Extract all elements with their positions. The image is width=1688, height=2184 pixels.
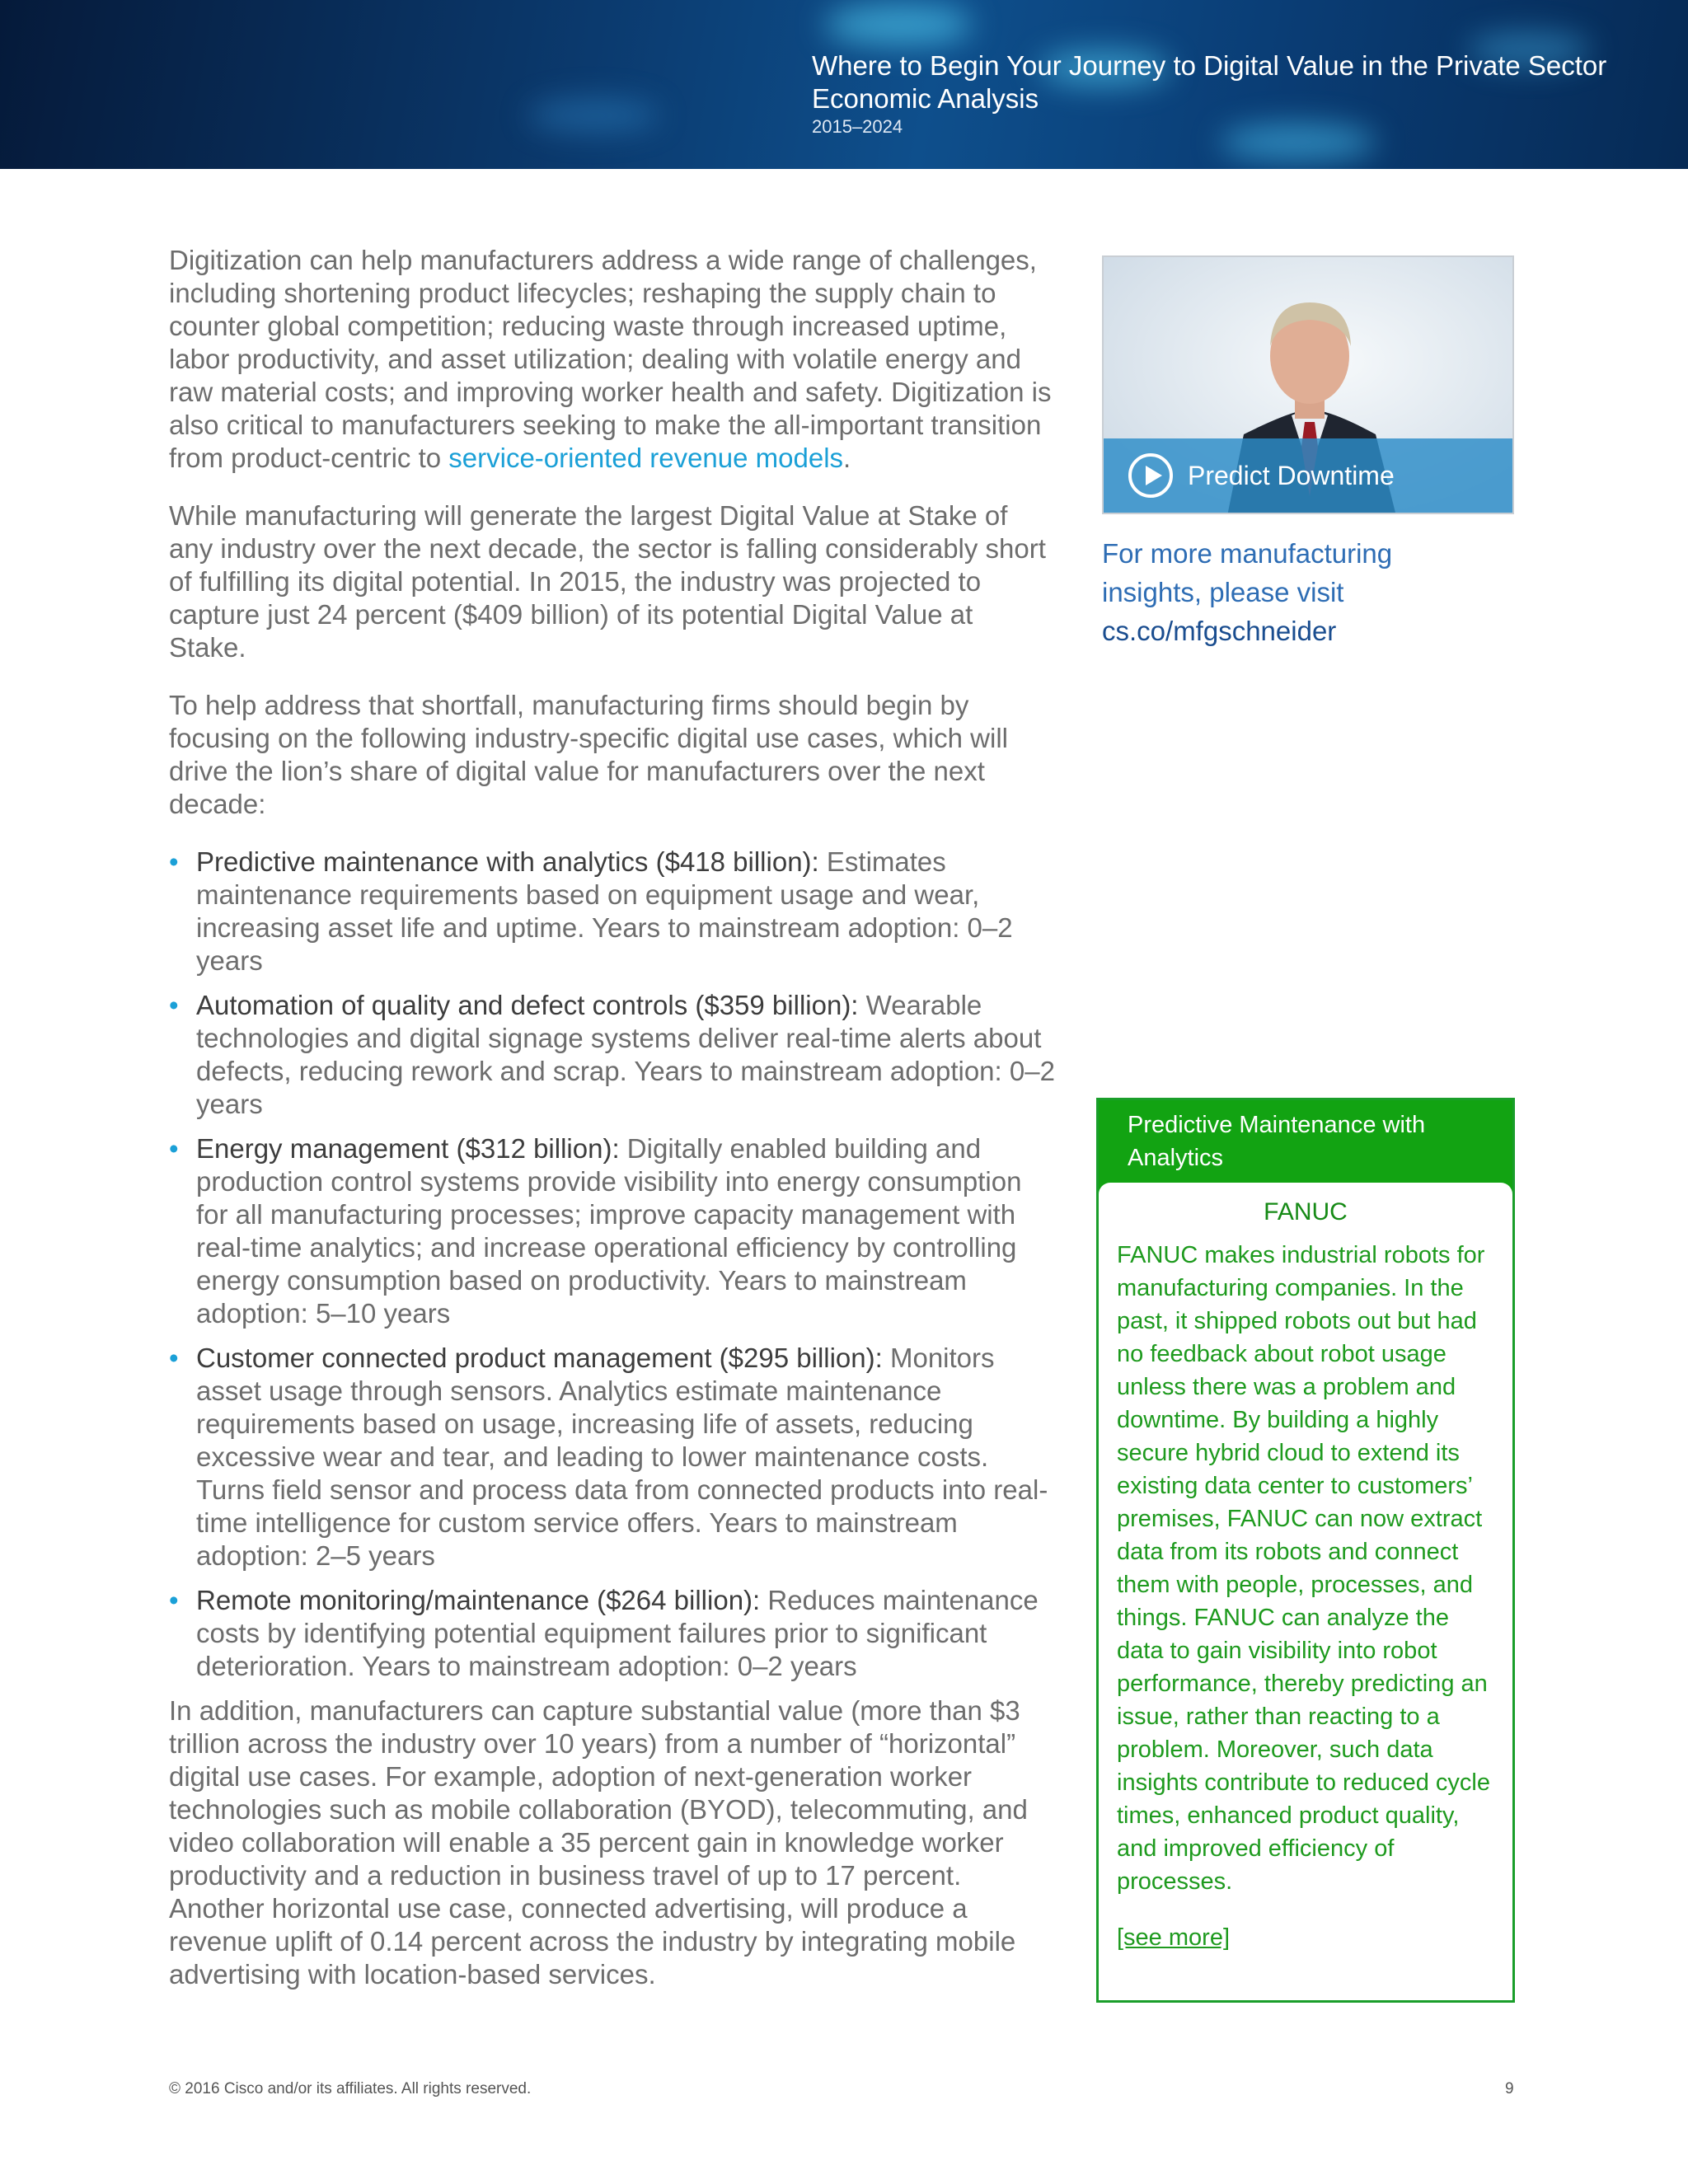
list-item-text: Reduces maintenance costs by identifying potential equipment failures prior to significant deterioration. Years to mainstream adoption: 0–2 years bbox=[196, 1585, 1039, 1681]
case-study-heading: Predictive Maintenance with Analytics bbox=[1128, 1112, 1426, 1171]
bullet-icon: • bbox=[169, 1133, 179, 1164]
more-insights-line1: For more manufacturing bbox=[1102, 538, 1393, 569]
paragraph-use-cases-intro: To help address that shortfall, manufacturing firms should begin by focusing on the following industry-specific digital use cases, which will drive the lion’s share of digital value for manufacturers over the next decade: bbox=[169, 690, 1008, 819]
see-more-link[interactable]: [see more] bbox=[1117, 1924, 1230, 1951]
more-insights bbox=[1102, 534, 1481, 650]
list-item-lead: Customer connected product management ($295 billion): bbox=[196, 1343, 883, 1373]
case-study-body bbox=[1099, 1183, 1512, 2000]
page-number: 9 bbox=[1505, 2080, 1514, 2097]
header-glow bbox=[528, 99, 659, 132]
video-label: Predict Downtime bbox=[1188, 460, 1395, 490]
header-glow bbox=[824, 4, 973, 45]
paragraph-intro-end: . bbox=[843, 443, 851, 473]
service-oriented-link[interactable]: service-oriented revenue models bbox=[448, 443, 844, 473]
video-thumbnail[interactable] bbox=[1102, 255, 1514, 514]
list-item bbox=[169, 1342, 1055, 1572]
main-content bbox=[169, 244, 1055, 2016]
paragraph-horizontal-use-cases: In addition, manufacturers can capture substantial value (more than $3 trillion across the industry over 10 years) from a number of “horizontal” digital use cases. For example, adoption of next-generation worker technologies such as mobile collaboration (BYOD), telecommuting, and video collaboration will enable a 35 percent gain in knowledge worker productivity and a reduction in business travel of up to 17 percent. Another horizontal use case, connected advertising, will produce a revenue uplift of 0.14 percent across the industry by integrating mobile advertising with location-based services. bbox=[169, 1695, 1028, 1990]
bullet-icon: • bbox=[169, 846, 179, 877]
list-item-lead: Predictive maintenance with analytics ($418 billion): bbox=[196, 846, 819, 877]
list-item-text: Wearable technologies and digital signage systems deliver real-time alerts about defects, reducing rework and scrap. Years to mainstream adoption: 0–2 years bbox=[196, 990, 1055, 1119]
paragraph-intro-text: Digitization can help manufacturers address a wide range of challenges, including shortening product lifecycles; reshaping the supply chain to counter global competition; reducing waste through increased uptime, labor productivity, and asset utilization; dealing with volatile energy and raw material costs; and improving worker health and safety. Digitization is also critical to manufacturers seeking to make the all-important transition from product-centric to bbox=[169, 245, 1052, 473]
more-insights-line2: insights, please visit bbox=[1102, 577, 1344, 607]
list-item-lead: Automation of quality and defect controls ($359 billion): bbox=[196, 990, 859, 1020]
paragraph-intro bbox=[169, 244, 1055, 475]
header-years: 2015–2024 bbox=[812, 116, 903, 137]
list-item bbox=[169, 846, 1055, 977]
case-study-company: FANUC bbox=[1264, 1198, 1348, 1226]
case-study-box bbox=[1096, 1098, 1515, 2003]
more-insights-link[interactable]: cs.co/mfgschneider bbox=[1102, 616, 1337, 646]
video-caption-bar[interactable] bbox=[1104, 438, 1512, 513]
list-item-lead: Energy management ($312 billion): bbox=[196, 1133, 620, 1164]
footer-copyright: © 2016 Cisco and/or its affiliates. All rights reserved. bbox=[169, 2080, 532, 2097]
list-item bbox=[169, 989, 1055, 1121]
bullet-icon: • bbox=[169, 1343, 179, 1373]
header-subtitle: Economic Analysis bbox=[812, 83, 1039, 114]
case-study-text: FANUC makes industrial robots for manufacturing companies. In the past, it shipped robots out but had no feedback about robot usage unless there was a problem and downtime. By building a highly secure hybrid cloud to extend its existing data center to customers’ premises, FANUC can now extract data from its robots and connect them with people, processes, and things. FANUC can analyze the data to gain visibility into robot performance, thereby predicting an issue, rather than reacting to a problem. Moreover, such data insights contribute to reduced cycle times, enhanced product quality, and improved efficiency of processes. bbox=[1117, 1242, 1490, 1895]
list-item-text: Monitors asset usage through sensors. Analytics estimate maintenance requirements based on usage, increasing life of assets, reducing excessive wear and tear, and leading to lower maintenance costs. Turns field sensor and process data from connected products into real-time intelligence for custom service offers. Years to mainstream adoption: 2–5 years bbox=[196, 1343, 1048, 1571]
list-item-text: Digitally enabled building and production control systems provide visibility into energy consumption for all manufacturing processes; improve capacity management with real-time analytics; and increase operational efficiency by controlling energy consumption based on productivity. Years to mainstream adoption: 5–10 years bbox=[196, 1133, 1022, 1329]
use-case-list bbox=[169, 846, 1055, 1683]
list-item-lead: Remote monitoring/maintenance ($264 billion): bbox=[196, 1585, 761, 1615]
header-banner bbox=[0, 0, 1688, 169]
header-text bbox=[812, 49, 1606, 138]
list-item bbox=[169, 1584, 1055, 1683]
play-icon[interactable] bbox=[1128, 453, 1173, 498]
bullet-icon: • bbox=[169, 1585, 179, 1615]
list-item bbox=[169, 1132, 1055, 1330]
paragraph-value-at-stake: While manufacturing will generate the largest Digital Value at Stake of any industry over the next decade, the sector is falling considerably short of fulfilling its digital potential. In 2015, the industry was projected to capture just 24 percent ($409 billion) of its potential Digital Value at Stake. bbox=[169, 500, 1046, 663]
list-item-text: Estimates maintenance requirements based on equipment usage and wear, increasing asset life and uptime. Years to mainstream adoption: 0–2 years bbox=[196, 846, 1013, 976]
bullet-icon: • bbox=[169, 990, 179, 1020]
header-title: Where to Begin Your Journey to Digital Value in the Private Sector bbox=[812, 50, 1607, 81]
